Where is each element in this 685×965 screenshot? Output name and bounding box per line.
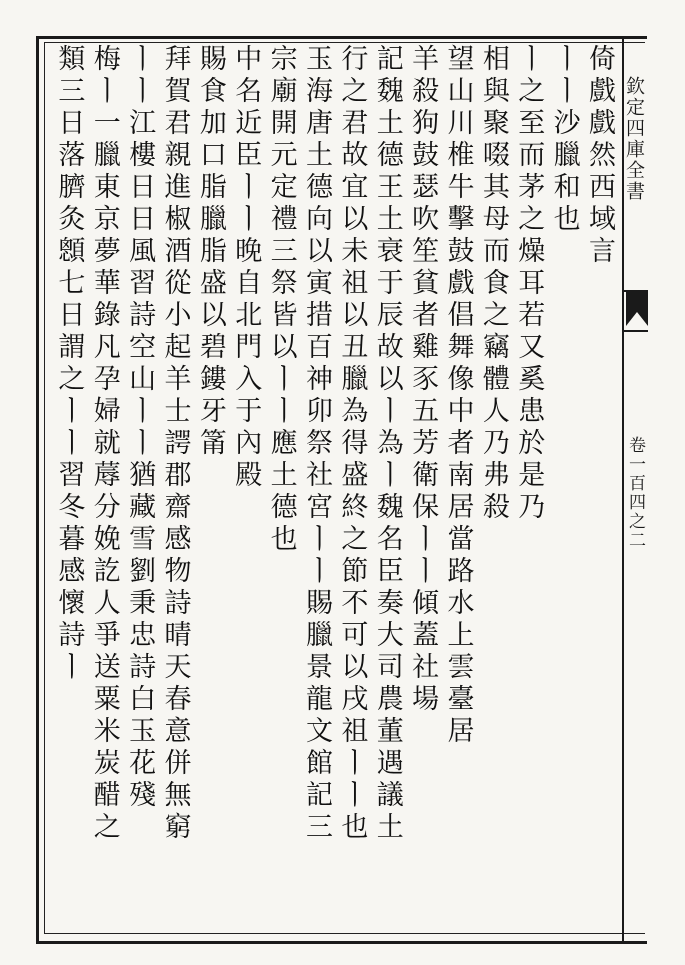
text-column: 記魏土德王土衰于辰故以ㅣ為ㅣ魏名臣奏大司農董遇議土 [371,44,403,844]
text-column: 拜賀君親進椒酒從小起羊士諤郡齋感物詩晴天春意併無窮 [159,44,191,844]
text-column: 玉海唐土德向以寅措百神卯祭社宮ㅣㅣ賜臘景龍文館記三 [301,44,332,844]
text-column: 中名近臣ㅣㅣ晚自北門入于內殿 [230,44,262,492]
text-column: ㅣ之至而茅之燥耳若又奚患於是乃 [513,44,545,524]
banxin-rule-bottom [624,330,648,332]
text-column: ㅣㅣ江樓日日風習詩空山ㅣㅣ猶藏雪劉秉忠詩白玉花殘 [124,44,156,812]
text-column: 宗廟開元定禮三祭皆以ㅣㅣ應土德也 [265,44,297,556]
banxin-volume: 卷一百四之二 [625,436,645,550]
text-column: 倚戲戲然西域言 [584,44,615,268]
text-column: 梅ㅣ一臘東京夢華錄凡孕婦就蓐分娩訖人爭送粟米炭醋之 [88,44,120,844]
text-column: 行之君故宜以未祖以丑臘為得盛終之節不可以戌祖ㅣㅣ也 [336,44,368,844]
banxin-book-title: 欽定四庫全書 [623,76,645,202]
center-margin [624,36,648,941]
text-column: 羊殺狗鼓瑟吹笙貧者雞豕五芳衛保ㅣㅣ傾蓋社場 [407,44,439,716]
text-column: 賜食加口脂臘脂盛以碧鏤牙筩 [194,44,226,460]
text-column: 望山川椎牛擊鼓戲倡舞像中者南居當路水上雲臺居 [442,44,474,748]
text-column: ㅣㅣ沙臘和也 [548,44,580,236]
text-column: 類三日落臍灸顖七日謂之ㅣㅣ習冬暮感懷詩ㅣ [53,44,85,684]
text-column: 相與聚啜其母而食之竊體人乃弗殺 [477,44,509,524]
text-body [52,44,618,924]
fish-tail-mark-icon [626,290,648,326]
